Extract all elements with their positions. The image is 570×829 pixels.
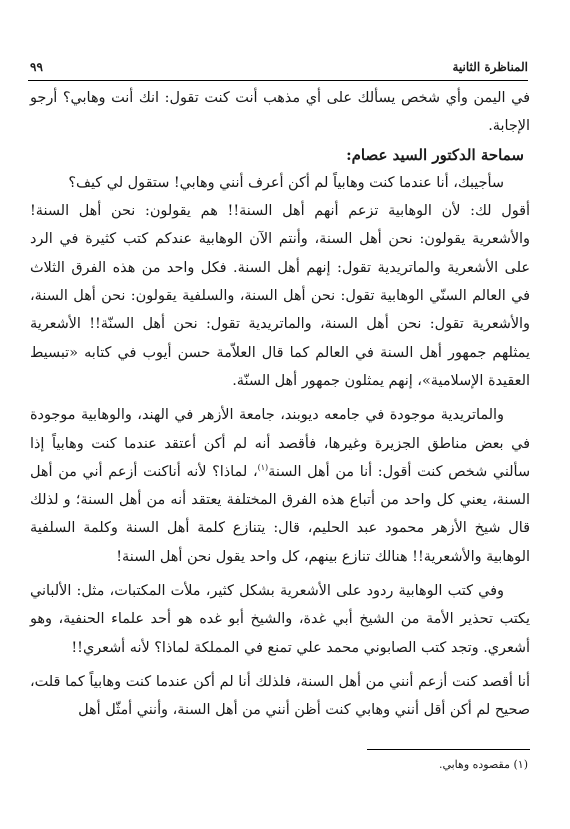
page-number: ٩٩	[30, 60, 43, 74]
footnote: (١) مقصوده وهابي.	[438, 758, 528, 771]
paragraph: في اليمن وأي شخص يسألك على أي مذهب أنت كنت تقول: انك أنت وهابي؟ أرجو الإجابة.	[30, 90, 530, 135]
footnote-reference: (١)	[257, 463, 269, 473]
footnote-separator	[367, 749, 530, 750]
paragraph-text: والماتريدية موجودة في جامعه ديوبند، جامعة الأزهر في الهند، والوهابية موجودة في بعض مناطق الجزيرة وغيرها، فأقصد أنه لم أكن أعتقد عندما كنت وهابياً إذا سألني شخص كنت أقول: أنا من أهل السنة	[30, 407, 531, 480]
paragraph: وفي كتب الوهابية ردود على الأشعرية بشكل كثير، ملأت المكتبات، مثل: الألباني يكتب تحذير الأمة من الشيخ أبي غدة، والشيخ أبو غده هو أحد علماء الحنفية، وهو أشعري. وتجد كتب الصابوني محمد علي تمنع في المملكة لماذا؟ لأنه أشعري!!	[30, 583, 530, 656]
chapter-title: المناظرة الثانية	[452, 60, 528, 74]
running-header	[28, 58, 528, 81]
paragraph	[30, 401, 530, 571]
paragraph: أنا أقصد كنت أزعم أنني من أهل السنة، فلذلك أنا لم أكن عندما كنت وهابياً كما قلت، صحيح لم أكن أقل أنني وهابي كنت أظن أنني من أهل السنة، وأنني أمثّل أهل	[30, 673, 530, 719]
paragraph-text: ، لماذا؟ لأنه أناكنت أزعم أني من أهل السنة، يعني كل واحد من أتباع هذه الفرق المختلفة يعتقد أنه من أهل السنة؛ و لذلك قال شيخ الأزهر محمود عبد الحليم، قال: يتنازع كلمة أهل السنة وكلمة السلفية الوهابية والأشعرية!! هنالك تنازع بينهم، كل واحد يقول نحن أهل السنة!	[30, 463, 530, 565]
paragraph: سأجيبك، أنا عندما كنت وهابياً لم أكن أعرف أنني وهابي! ستقول لي كيف؟	[68, 174, 504, 191]
speaker-heading: سماحة الدكتور السيد عصام:	[346, 145, 524, 164]
paragraph: أقول لك: لأن الوهابية تزعم أنهم أهل السنة!! هم يقولون: نحن أهل السنة! والأشعرية يقولون: نحن أهل السنة، وأنتم الآن الوهابية عندكم كتب كثيرة في الرد على الأشعرية والماتريدية تقول: إنهم أهل السنة. فكل واحد من هذه الفرق الثلاث في العالم السنّي الوهابية تقول: نحن أهل السنة، والسلفية يقولون: نحن أهل السنة، والأشعرية تقول: نحن أهل السنة، والماتريدية تقول: نحن أهل السنّة!! الأشعرية يمثلهم جمهور أهل السنة في العالم كما قال العلاّمة حسن أيوب في كتابه «تبسيط العقيدة الإسلامية»، إنهم يمثلون جمهور أهل السنّة.	[30, 203, 530, 389]
main-text	[30, 84, 530, 725]
